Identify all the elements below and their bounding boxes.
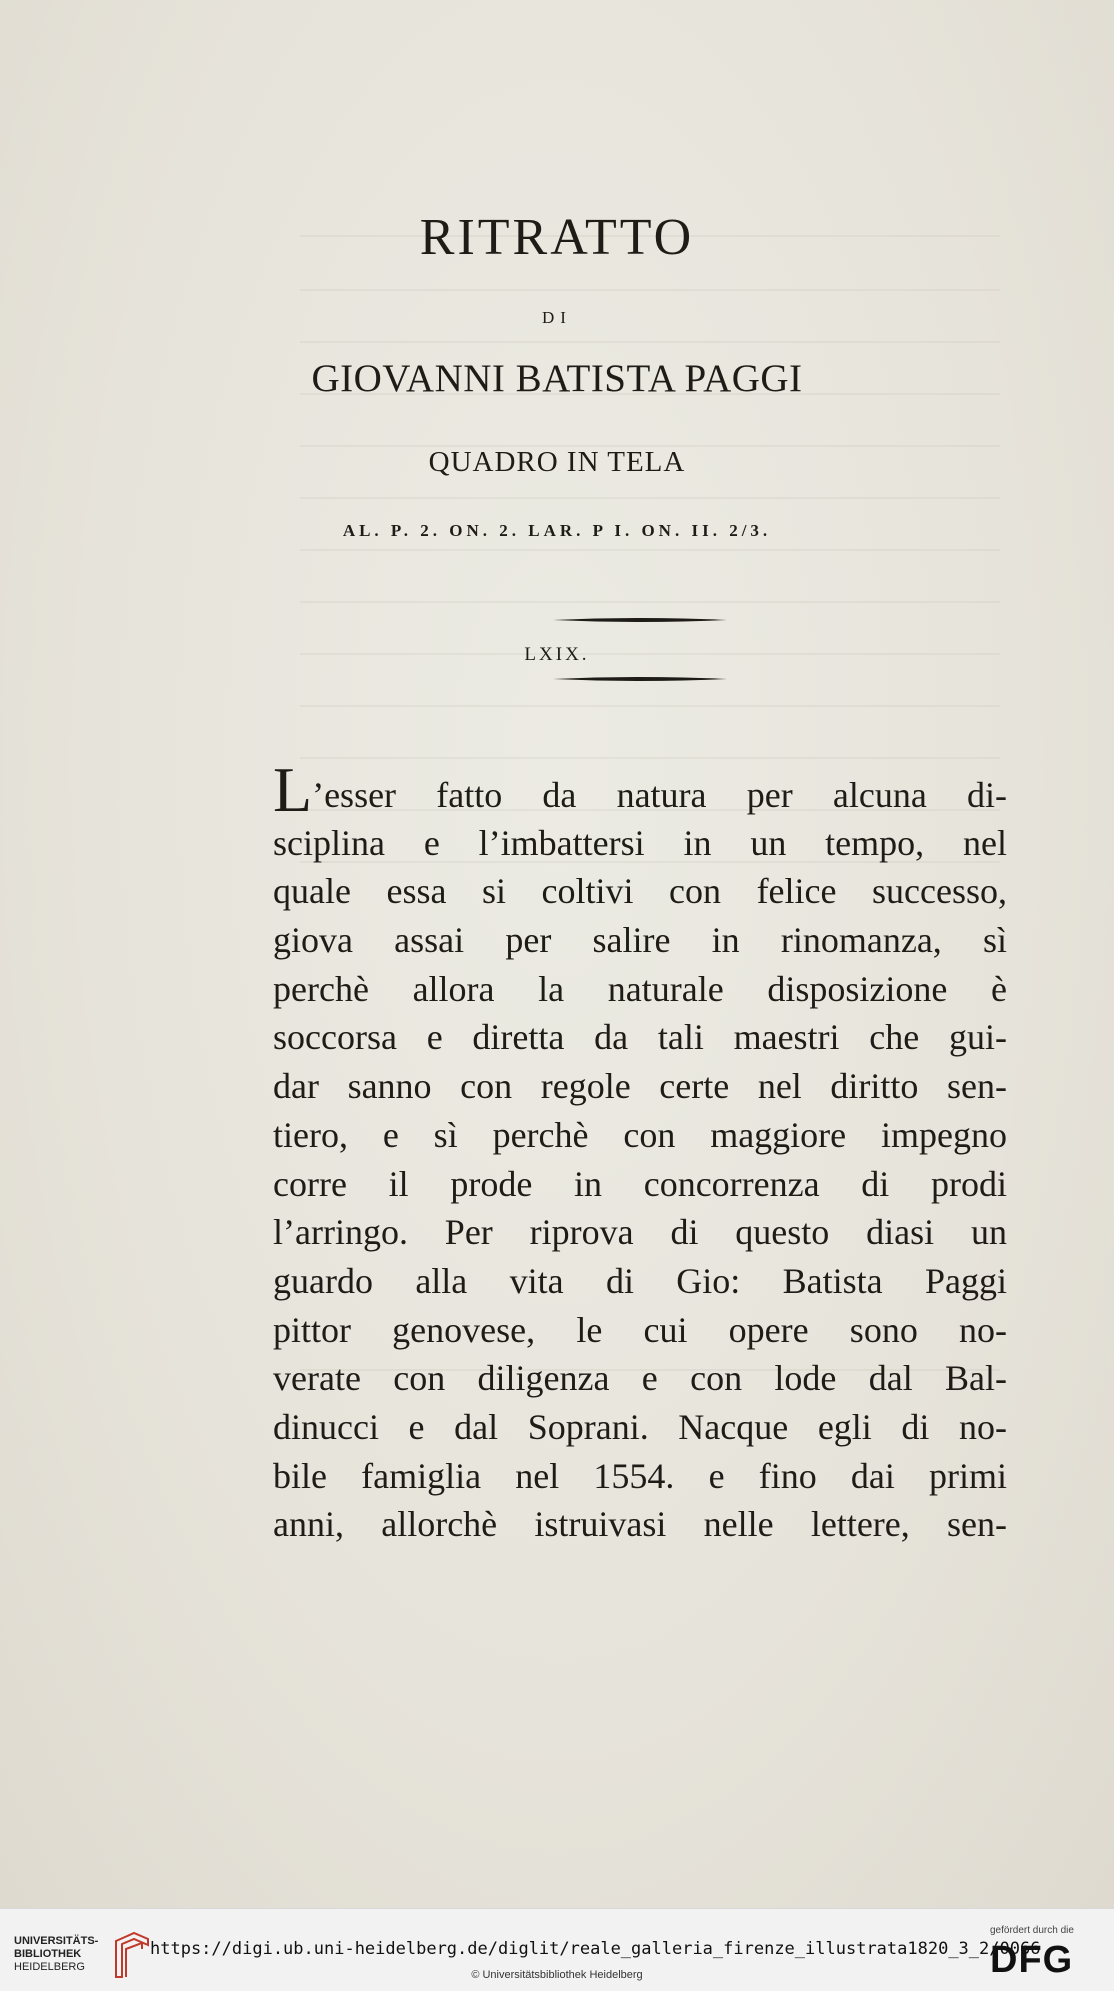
text-line: quale essa si coltivi con felice successo, — [273, 871, 1007, 912]
text-line — [273, 754, 1007, 825]
text-line: bile famiglia nel 1554. e fino dai primi — [273, 1455, 1007, 1496]
painting-medium: QUADRO IN TELA — [428, 446, 686, 478]
artist-name: GIOVANNI BATISTA PAGGI — [311, 357, 803, 400]
text-line: soccorsa e diretta da tali maestri che gui- — [273, 1017, 1007, 1058]
page-title: RITRATTO — [419, 209, 695, 266]
funding-note: gefördert durch die — [990, 1925, 1074, 1936]
drop-cap: L — [273, 754, 313, 825]
text-line: guardo alla vita di Gio: Batista Paggi — [273, 1260, 1007, 1301]
text-line: perchè allora la naturale disposizione è — [273, 968, 1007, 1009]
text-line: sciplina e l’imbattersi in un tempo, nel — [273, 822, 1007, 863]
text-line: corre il prode in concorrenza di prodi — [273, 1163, 1007, 1204]
viewer-footer — [0, 1908, 1114, 1991]
text-line: giova assai per salire in rinomanza, sì — [273, 920, 1007, 961]
text-line: l’arringo. Per riprova di questo diasi un — [273, 1212, 1007, 1253]
section-numeral: LXIX. — [524, 644, 590, 665]
permalink-url[interactable]: https://digi.ub.uni-heidelberg.de/diglit/reale_galleria_firenze_illustrata1820_3_2/0066 — [150, 1939, 1041, 1959]
library-name-line2: BIBLIOTHEK — [14, 1948, 82, 1960]
text-line: dar sanno con regole certe nel diritto sen- — [273, 1066, 1007, 1107]
title-connector: DI — [542, 308, 572, 327]
painting-dimensions: AL. P. 2. ON. 2. LAR. P I. ON. II. 2/3. — [342, 521, 772, 540]
library-name-line3: HEIDELBERG — [14, 1961, 85, 1973]
text-line: pittor genovese, le cui opere sono no- — [273, 1309, 1007, 1350]
body-text — [273, 754, 1007, 1549]
dfg-logo: DFG — [990, 1939, 1074, 1981]
text-line: dinucci e dal Soprani. Nacque egli di no- — [273, 1406, 1007, 1447]
text-line-content: ’esser fatto da natura per alcuna di- — [312, 775, 1007, 815]
ornamental-rule-top — [553, 617, 727, 623]
text-line: verate con diligenza e con lode dal Bal- — [273, 1358, 1007, 1399]
copyright-notice: © Universitätsbibliothek Heidelberg — [471, 1969, 643, 1981]
text-line: anni, allorchè istruivasi nelle lettere, sen- — [273, 1504, 1007, 1545]
library-name-line1: UNIVERSITÄTS- — [14, 1935, 99, 1947]
ornamental-rule-bottom — [553, 676, 727, 682]
text-line: tiero, e sì perchè con maggiore impegno — [273, 1114, 1007, 1155]
